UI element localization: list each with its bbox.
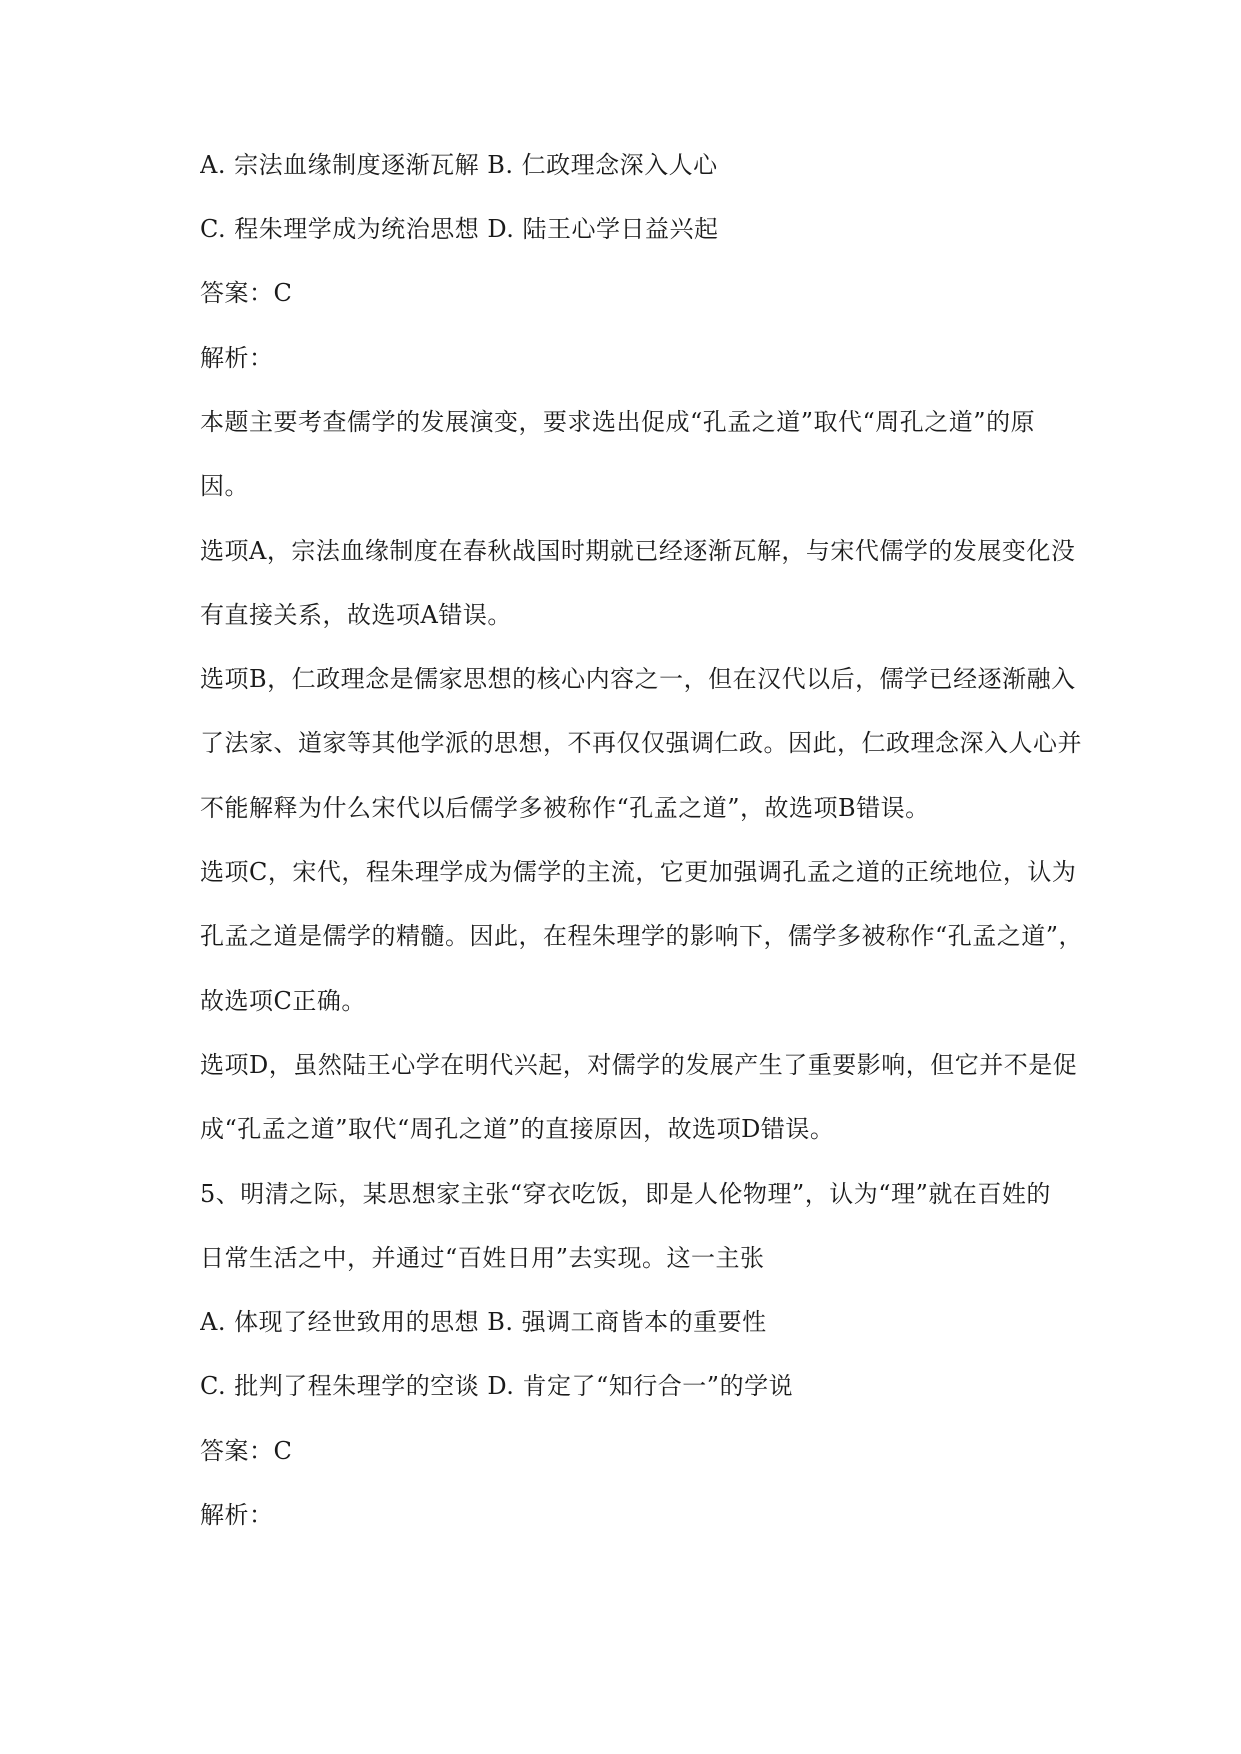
option-line-ab: A. 宗法血缘制度逐渐瓦解 B. 仁政理念深入人心 — [200, 151, 718, 179]
analysis-paragraph-line: 故选项C正确。 — [200, 987, 366, 1015]
analysis-paragraph-line: 了法家、道家等其他学派的思想，不再仅仅强调仁政。因此，仁政理念深入人心并 — [200, 729, 1082, 757]
analysis-paragraph-line: 本题主要考查儒学的发展演变，要求选出促成“孔孟之道”取代“周孔之道”的原 — [200, 408, 1036, 436]
question-5-line: 5、明清之际，某思想家主张“穿衣吃饭，即是人伦物理”，认为“理”就在百姓的 — [200, 1180, 1051, 1208]
analysis-paragraph-line: 因。 — [200, 472, 249, 500]
analysis-paragraph-line: 选项A，宗法血缘制度在春秋战国时期就已经逐渐瓦解，与宋代儒学的发展变化没 — [200, 537, 1076, 565]
option-line-ab: A. 体现了经世致用的思想 B. 强调工商皆本的重要性 — [200, 1308, 767, 1336]
analysis-paragraph-line: 选项C，宋代，程朱理学成为儒学的主流，它更加强调孔孟之道的正统地位，认为 — [200, 858, 1077, 886]
option-line-cd: C. 批判了程朱理学的空谈 D. 肯定了“知行合一”的学说 — [200, 1372, 794, 1400]
answer-line: 答案：C — [200, 279, 293, 307]
analysis-paragraph-line: 孔孟之道是儒学的精髓。因此，在程朱理学的影响下，儒学多被称作“孔孟之道”， — [200, 922, 1084, 950]
question-5-line: 日常生活之中，并通过“百姓日用”去实现。这一主张 — [200, 1244, 765, 1272]
analysis-paragraph-line: 不能解释为什么宋代以后儒学多被称作“孔孟之道”，故选项B错误。 — [200, 794, 930, 822]
analysis-paragraph-line: 有直接关系，故选项A错误。 — [200, 601, 512, 629]
analysis-paragraph-line: 选项B，仁政理念是儒家思想的核心内容之一，但在汉代以后，儒学已经逐渐融入 — [200, 665, 1076, 693]
answer-line: 答案：C — [200, 1437, 293, 1465]
analysis-paragraph-line: 成“孔孟之道”取代“周孔之道”的直接原因，故选项D错误。 — [200, 1115, 835, 1143]
analysis-paragraph-line: 选项D，虽然陆王心学在明代兴起，对儒学的发展产生了重要影响，但它并不是促 — [200, 1051, 1078, 1079]
analysis-heading: 解析： — [200, 1501, 274, 1529]
analysis-heading: 解析： — [200, 344, 274, 372]
option-line-cd: C. 程朱理学成为统治思想 D. 陆王心学日益兴起 — [200, 215, 719, 243]
